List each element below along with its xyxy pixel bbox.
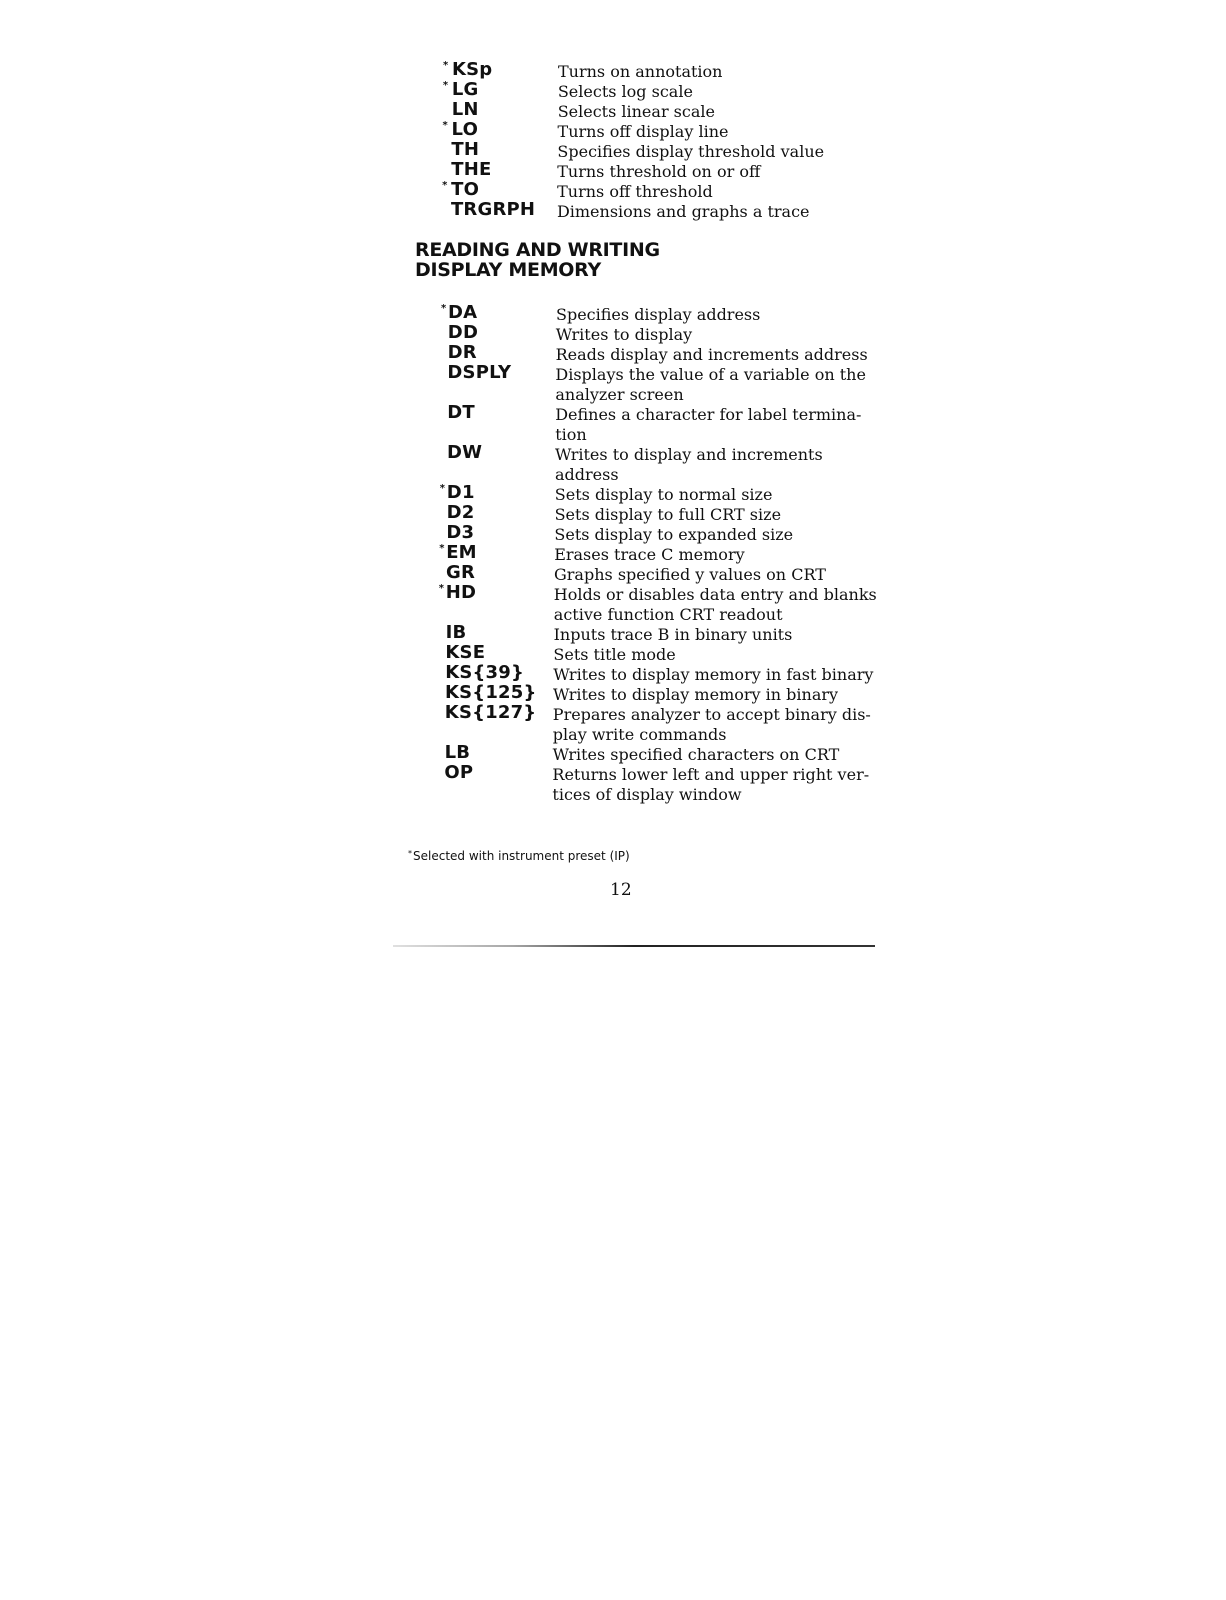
command-code: TO [451,179,480,200]
command-description: Sets display to full CRT size [554,505,782,524]
command-code: HD [445,582,477,603]
command-code: GR [446,562,476,583]
command-description: Specifies display threshold value [557,142,825,161]
footnote-text: Selected with instrument preset (IP) [413,849,630,863]
preset-marker: * [438,583,445,594]
command-code: DR [447,342,477,363]
command-description: tices of display window [552,785,742,804]
command-description: Defines a character for label termina- [555,405,862,424]
command-description: Erases trace C memory [554,545,745,564]
command-description: Specifies display address [556,305,761,324]
command-code: D1 [446,482,475,503]
command-description: Sets display to normal size [554,485,773,504]
command-code: D2 [446,502,475,523]
command-description: Writes to display memory in fast binary [553,665,874,684]
preset-marker: * [443,60,449,71]
command-code: TRGRPH [450,199,536,220]
command-description: tion [555,425,587,444]
command-description: Holds or disables data entry and blanks [553,585,877,604]
bottom-rule [393,945,875,947]
command-description: Graphs specified y values on CRT [554,565,826,584]
command-description: Prepares analyzer to accept binary dis- [552,705,871,724]
command-description: active function CRT readout [553,605,783,624]
command-description: Sets title mode [553,645,676,664]
command-code: OP [444,762,474,783]
command-code: KSp [452,59,493,80]
command-description: Writes to display [555,325,693,344]
preset-marker: * [442,120,448,131]
command-description: Turns threshold on or off [557,162,761,181]
command-code: TH [451,139,480,160]
command-description: Selects linear scale [557,102,715,121]
section-heading-line-1: READING AND WRITING [415,239,660,261]
command-code: IB [445,622,467,643]
command-code: KS{125} [445,682,537,703]
command-description: Displays the value of a variable on the [555,365,866,384]
command-description: Sets display to expanded size [554,525,794,544]
command-description: Turns off threshold [557,182,713,201]
command-code: LB [444,742,471,763]
command-description: Writes to display memory in binary [553,685,839,704]
preset-marker: * [439,483,446,494]
page-number: 12 [610,880,632,900]
command-description: Turns off display line [557,122,729,141]
command-code: DSPLY [447,362,512,383]
command-description: Dimensions and graphs a trace [556,202,810,221]
command-description: Reads display and increments address [555,345,868,364]
command-code: DT [447,402,475,423]
command-code: D3 [446,522,475,543]
command-code: KS{127} [444,702,537,723]
command-code: KSE [445,642,486,663]
command-description: Writes to display and increments [555,445,823,464]
preset-marker: * [442,180,448,191]
command-description: Selects log scale [557,82,693,101]
command-code: DW [447,442,483,463]
command-description: analyzer screen [555,385,684,404]
command-description: Inputs trace B in binary units [553,625,793,644]
footnote-marker: * [408,849,412,858]
command-description: Returns lower left and upper right ver- [552,765,870,784]
command-code: KS{39} [445,662,524,683]
footnote [408,846,630,864]
command-description: play write commands [552,725,727,744]
command-code: DD [447,322,479,343]
section-heading [415,240,660,280]
command-description: Turns on annotation [558,62,723,81]
command-code: LN [451,99,479,120]
command-code: EM [446,542,477,563]
preset-marker: * [442,80,449,91]
command-description: address [555,465,619,484]
command-description: Writes specified characters on CRT [552,745,840,764]
command-code: LO [451,119,479,140]
command-code: THE [451,159,492,180]
command-code: DA [448,302,478,323]
preset-marker: * [439,543,445,554]
command-code: LG [451,79,479,100]
preset-marker: * [441,303,447,314]
section-heading-line-2: DISPLAY MEMORY [415,259,601,281]
